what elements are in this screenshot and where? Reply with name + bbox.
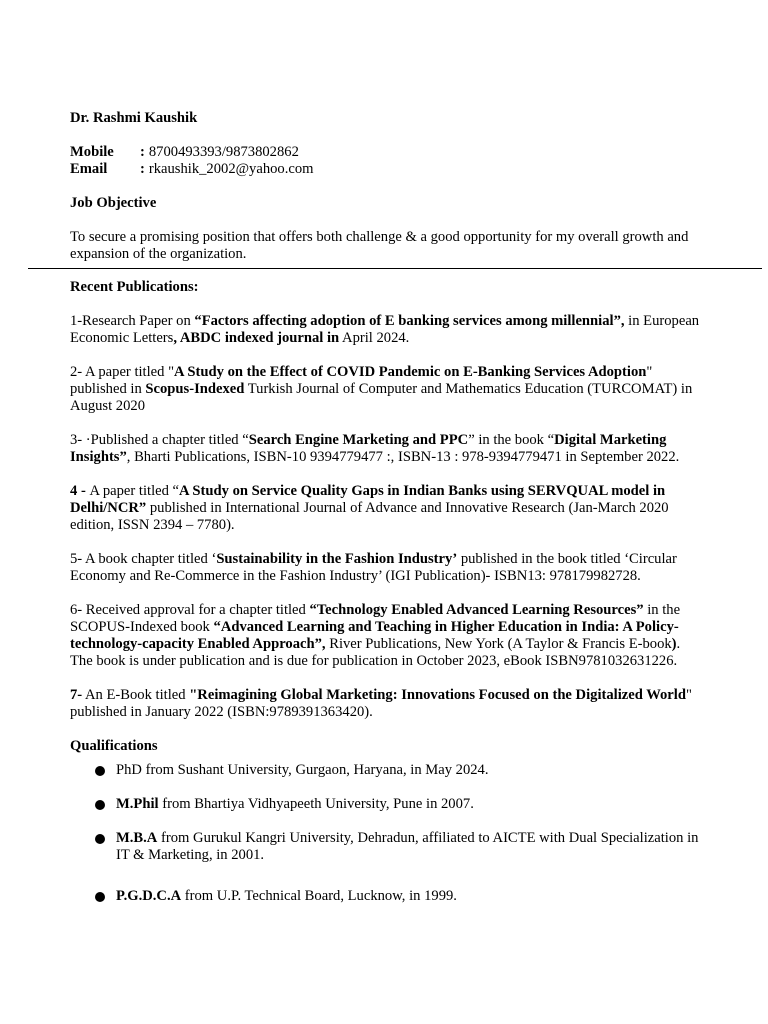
email-separator: : [140, 161, 145, 177]
bullet-icon [95, 834, 105, 844]
text-segment: published in International Journal of Advance and Innovative Research (Jan-March 2020 edition, ISSN 2394 – 7780). [70, 500, 669, 533]
candidate-name: Dr. Rashmi Kaushik [70, 110, 198, 126]
text-segment: published in the book titled ‘Circular Economy and Re-Commerce in the Fashion Industry’ (IGI Publication)- ISBN13: 978179982728. [70, 551, 677, 584]
text-segment: An E-Book titled [82, 687, 190, 703]
qualification-item [70, 762, 700, 779]
bold-text-segment: “Advanced Learning and Teaching in Higher Education in India: A Policy-technology-capacity Enabled Approach”, [70, 619, 679, 652]
bullet-icon [95, 766, 105, 776]
bold-text-segment: M.B.A [116, 830, 158, 846]
text-segment: from Gurukul Kangri University, Dehradun, affiliated to AICTE with Dual Specialization in IT & Marketing, in 2001. [116, 830, 699, 863]
publications-section [70, 279, 700, 905]
text-segment: River Publications, New York (A Taylor & Francis E-book [325, 636, 672, 652]
bold-text-segment: P.G.D.C.A [116, 888, 182, 904]
publication-item [70, 432, 700, 466]
text-segment: April 2024. [339, 330, 410, 346]
text-segment: 1-Research Paper on [70, 313, 195, 329]
publication-item [70, 551, 700, 585]
qualification-item [70, 888, 700, 905]
email-value: rkaushik_2002@yahoo.com [148, 161, 314, 177]
bold-text-segment: 4 - [70, 483, 90, 499]
publication-item [70, 313, 700, 347]
text-segment: . The book is under publication and is due for publication in October 2023, eBook ISBN9781032631226. [70, 636, 681, 669]
text-segment: ” in the book “ [468, 432, 555, 448]
qualification-list [70, 762, 700, 905]
mobile-value: 8700493393/9873802862 [148, 144, 299, 160]
bold-text-segment: Sustainability in the Fashion Industry’ [216, 551, 458, 567]
qualification-item [70, 830, 700, 864]
text-segment: , Bharti Publications, ISBN-10 9394779477 :, ISBN-13 : 978-9394779471 in September 2022. [126, 449, 680, 465]
text-segment: 5- A book chapter titled ‘ [70, 551, 217, 567]
text-segment: " published in [70, 364, 653, 397]
text-segment: from U.P. Technical Board, Lucknow, in 1999. [181, 888, 457, 904]
bold-text-segment: Digital Marketing Insights” [70, 432, 667, 465]
contact-mobile [70, 144, 700, 161]
qualification-item [70, 796, 700, 813]
resume-header [70, 110, 700, 263]
bold-text-segment: A Study on Service Quality Gaps in Indian Banks using SERVQUAL model in Delhi/NCR” [70, 483, 666, 516]
text-segment: 6- Received approval for a chapter titled [70, 602, 310, 618]
publication-item [70, 687, 700, 721]
text-segment: A paper titled “ [89, 483, 180, 499]
text-segment: Turkish Journal of Computer and Mathematics Education (TURCOMAT) in August 2020 [70, 381, 693, 414]
text-segment: 2- A paper titled " [70, 364, 175, 380]
text-segment: 3- ·Published a chapter titled “ [70, 432, 249, 448]
job-objective-text: To secure a promising position that offers both challenge & a good opportunity for my overall growth and expansion of the organization. [70, 229, 689, 262]
text-segment: in the SCOPUS-Indexed book [70, 602, 681, 635]
bold-text-segment: A Study on the Effect of COVID Pandemic on E-Banking Services Adoption [174, 364, 647, 380]
publication-item [70, 364, 700, 415]
email-label: Email [70, 161, 108, 177]
publication-item [70, 602, 700, 670]
mobile-separator: : [140, 144, 145, 160]
bold-text-segment: 7- [70, 687, 83, 703]
bold-text-segment: “Factors affecting adoption of E banking services among millennial”, [194, 313, 625, 329]
bold-text-segment: Scopus-Indexed [145, 381, 245, 397]
text-segment: " published in January 2022 (ISBN:9789391363420). [70, 687, 692, 720]
mobile-label: Mobile [70, 144, 114, 160]
publication-item [70, 483, 700, 534]
bold-text-segment: "Reimagining Global Marketing: Innovations Focused on the Digitalized World [189, 687, 686, 703]
contact-email [70, 161, 700, 178]
bold-text-segment: Search Engine Marketing and PPC [248, 432, 469, 448]
bullet-icon [95, 800, 105, 810]
publications-heading: Recent Publications: [70, 279, 199, 295]
qualifications-heading: Qualifications [70, 738, 158, 754]
bold-text-segment: M.Phil [116, 796, 159, 812]
bold-text-segment: , ABDC indexed journal in [173, 330, 340, 346]
section-divider [28, 268, 762, 269]
publication-list [70, 313, 700, 721]
text-segment: from Bhartiya Vidhyapeeth University, Pune in 2007. [158, 796, 474, 812]
bold-text-segment: ) [671, 636, 677, 652]
text-segment: PhD from Sushant University, Gurgaon, Haryana, in May 2024. [116, 762, 489, 778]
bullet-icon [95, 892, 105, 902]
text-segment: in European Economic Letters [70, 313, 700, 346]
contact-details [70, 144, 700, 178]
job-objective-heading: Job Objective [70, 195, 157, 211]
bold-text-segment: “Technology Enabled Advanced Learning Resources” [309, 602, 644, 618]
